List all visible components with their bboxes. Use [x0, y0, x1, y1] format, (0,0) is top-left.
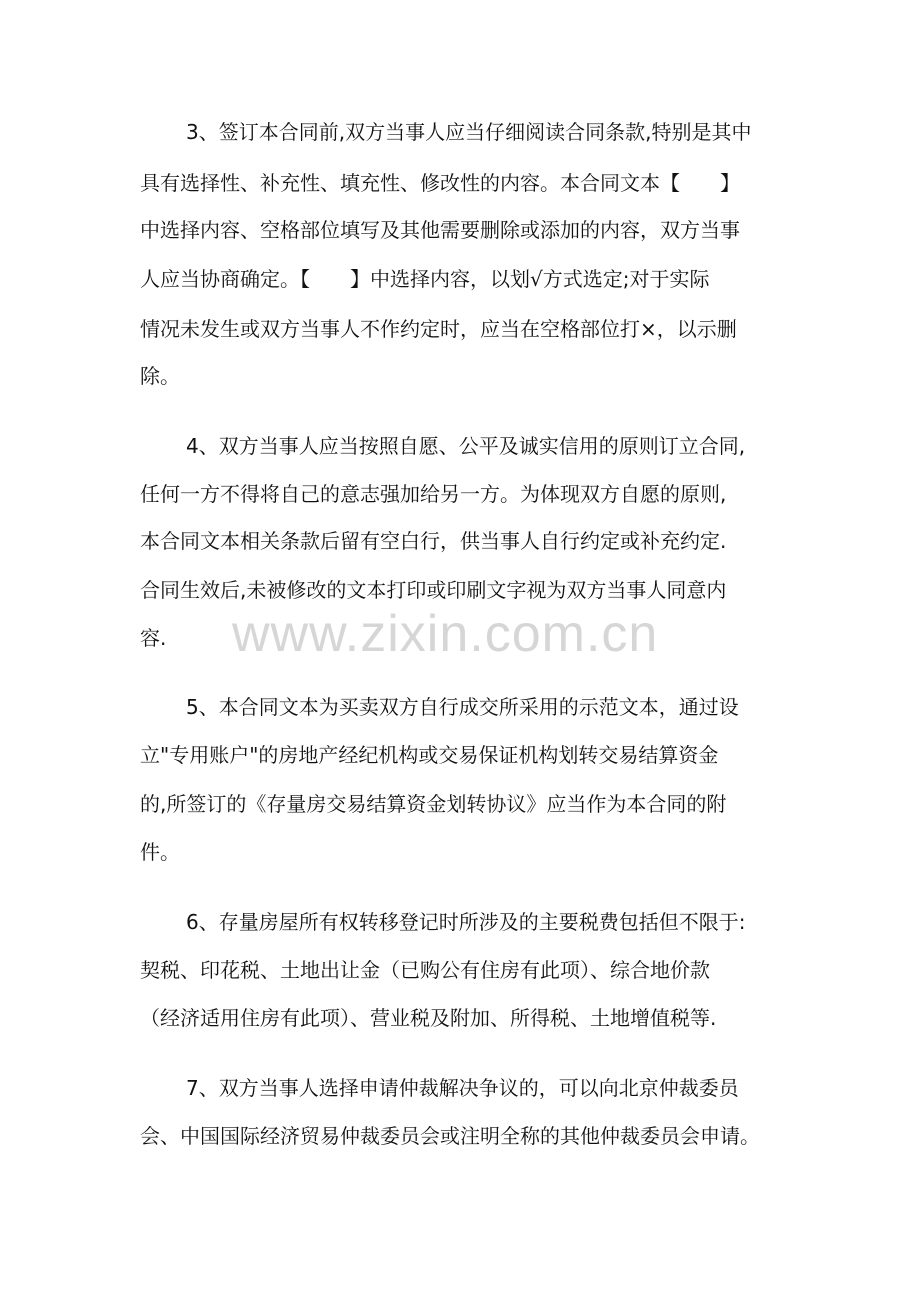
paragraph-line: 3、签订本合同前,双方当事人应当仔细阅读合同条款,特别是其中 — [186, 120, 752, 144]
paragraph-line: 合同生效后,未被修改的文本打印或印刷文字视为双方当事人同意内 — [140, 578, 727, 602]
paragraph-line: 7、双方当事人选择申请仲裁解决争议的，可以向北京仲裁委员 — [186, 1076, 739, 1100]
paragraph-line: 4、双方当事人应当按照自愿、公平及诚实信用的原则订立合同, — [186, 434, 746, 458]
paragraph-line: 人应当协商确定。【 】中选择内容，以划√方式选定;对于实际 — [140, 267, 710, 291]
paragraph-line: 件。 — [140, 840, 180, 864]
paragraph-line: 本合同文本相关条款后留有空白行，供当事人自行约定或补充约定. — [140, 529, 727, 553]
paragraph-line: 容. — [140, 626, 167, 650]
paragraph-line: 除。 — [140, 364, 180, 388]
paragraph-line: 会、中国国际经济贸易仲裁委员会或注明全称的其他仲裁委员会申请。 — [140, 1124, 760, 1148]
paragraph-line: 契税、印花税、土地出让金（已购公有住房有此项）、综合地价款 — [140, 958, 710, 982]
paragraph-line: 具有选择性、补充性、填充性、修改性的内容。本合同文本【 】 — [140, 171, 740, 195]
watermark: www.zixin.com.cn — [232, 605, 659, 663]
paragraph-line: 的,所签订的《存量房交易结算资金划转协议》应当作为本合同的附 — [140, 792, 727, 816]
paragraph-line: 5、本合同文本为买卖双方自行成交所采用的示范文本，通过设 — [186, 695, 739, 719]
paragraph-line: （经济适用住房有此项）、营业税及附加、所得税、土地增值税等. — [140, 1006, 717, 1030]
paragraph-line: 情况未发生或双方当事人不作约定时，应当在空格部位打×，以示删 — [140, 317, 737, 341]
paragraph-line: 立"专用账户"的房地产经纪机构或交易保证机构划转交易结算资金 — [140, 743, 719, 767]
paragraph-line: 中选择内容、空格部位填写及其他需要删除或添加的内容，双方当事 — [140, 218, 740, 242]
paragraph-line: 6、存量房屋所有权转移登记时所涉及的主要税费包括但不限于: — [186, 910, 746, 934]
paragraph-line: 任何一方不得将自己的意志强加给另一方。为体现双方自愿的原则, — [140, 482, 727, 506]
